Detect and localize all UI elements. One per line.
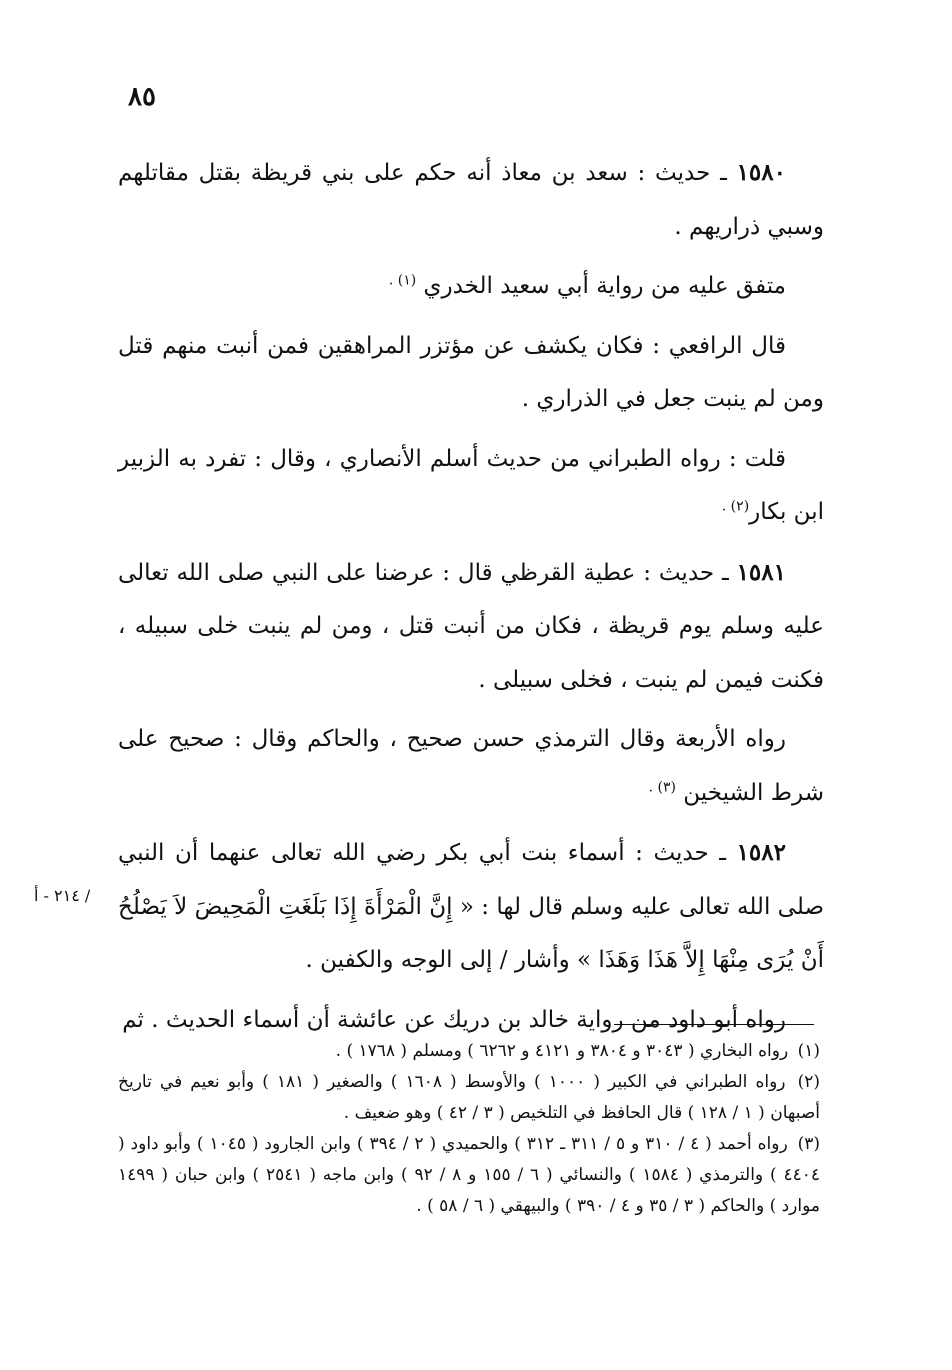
footnote-reference: (١) . bbox=[388, 272, 417, 289]
page-number: ٨٥ bbox=[128, 82, 156, 112]
paragraph-text: ـ حديث : أسماء بنت أبي بكر رضي الله تعالى عنهما أن النبي صلى الله تعالى عليه وسلم قال لها : « إِنَّ الْمَرْأَةَ إِذَا بَلَغَتِ الْمَحِيضَ لاَ يَصْلُحُ أَنْ يُرَى مِنْهَا إِلاَّ هَذَا وَهَذَا » وأشار / إلى الوجه والكفين . bbox=[118, 840, 824, 973]
paragraph-text: رواه الأربعة وقال الترمذي حسن صحيح ، والحاكم وقال : صحيح على شرط الشيخين bbox=[118, 726, 824, 806]
paragraph-arbaa bbox=[118, 713, 824, 820]
paragraph-tabarani bbox=[118, 433, 824, 540]
footnote-reference: (٣) . bbox=[648, 778, 676, 795]
paragraph-text: ـ حديث : عطية القرظي قال : عرضنا على النبي صلى الله تعالى عليه وسلم يوم قريظة ، فكان من أنبت قتل ، ومن لم ينبت خلى سبيله ، فكنت فيمن لم ينبت ، فخلى سبيلى . bbox=[118, 559, 824, 693]
hadith-number: ١٥٨١ bbox=[736, 558, 786, 586]
hadith-1580 bbox=[118, 146, 824, 254]
footnote-text: رواه الطبراني في الكبير ( ١٠٠٠ ) والأوسط ( ١٦٠٨ ) والصغير ( ١٨١ ) وأبو نعيم في تاريخ أصبهان ( ١ / ١٢٨ ) قال الحافظ في التلخيص ( ٣ / ٤٢ ) وهو ضعيف . bbox=[118, 1072, 820, 1123]
footnote-reference: (٢) . bbox=[721, 498, 750, 515]
paragraph-rafii bbox=[118, 320, 824, 427]
footnote-1 bbox=[118, 1036, 820, 1067]
paragraph-text: قال الرافعي : فكان يكشف عن مؤتزر المراهقين فمن أنبت منهم قتل ومن لم ينبت جعل في الذراري . bbox=[118, 332, 824, 412]
footnote-number: (٣) bbox=[797, 1134, 820, 1154]
hadith-1581 bbox=[118, 546, 824, 708]
footnote-text: رواه البخاري ( ٣٠٤٣ و ٣٨٠٤ و ٤١٢١ و ٦٢٦٢ ) ومسلم ( ١٧٦٨ ) . bbox=[335, 1041, 789, 1061]
footnote-text: رواه أحمد ( ٤ / ٣١٠ و ٥ / ٣١١ ـ ٣١٢ ) والحميدي ( ٢ / ٣٩٤ ) وابن الجارود ( ١٠٤٥ ) وأبو داود ( ٤٤٠٤ ) والترمذي ( ١٥٨٤ ) والنسائي ( ٦ / ١٥٥ و ٨ / ٩٢ ) وابن ماجه ( ٢٥٤١ ) وابن حبان ( ١٤٩٩ موارد ) والحاكم ( ٣ / ٣٥ و ٤ / ٣٩٠ ) والبيهقي ( ٦ / ٥٨ ) . bbox=[118, 1134, 820, 1216]
footnote-number: (١) bbox=[797, 1041, 820, 1061]
margin-folio-note: / ٢١٤ - أ bbox=[34, 886, 91, 905]
footnote-number: (٢) bbox=[797, 1072, 820, 1092]
footnote-divider bbox=[614, 1024, 814, 1025]
paragraph-text: ـ حديث : سعد بن معاذ أنه حكم على بني قريظة بقتل مقاتلهم وسبي ذراريهم . bbox=[118, 160, 824, 240]
hadith-number: ١٥٨٠ bbox=[736, 159, 786, 186]
hadith-number: ١٥٨٢ bbox=[736, 839, 786, 866]
paragraph-text: قلت : رواه الطبراني من حديث أسلم الأنصاري ، وقال : تفرد به الزبير ابن بكار bbox=[118, 445, 824, 525]
hadith-1582 bbox=[118, 826, 824, 988]
footnote-3 bbox=[118, 1129, 820, 1222]
main-text bbox=[118, 146, 824, 1053]
paragraph-source-1 bbox=[118, 260, 824, 314]
footnotes bbox=[118, 1036, 820, 1222]
paragraph-text: متفق عليه من رواية أبي سعيد الخدري bbox=[423, 273, 786, 299]
footnote-2 bbox=[118, 1067, 820, 1129]
paragraph-text: رواه أبو داود من رواية خالد بن دريك عن عائشة أن أسماء الحديث . ثم bbox=[122, 1006, 786, 1033]
